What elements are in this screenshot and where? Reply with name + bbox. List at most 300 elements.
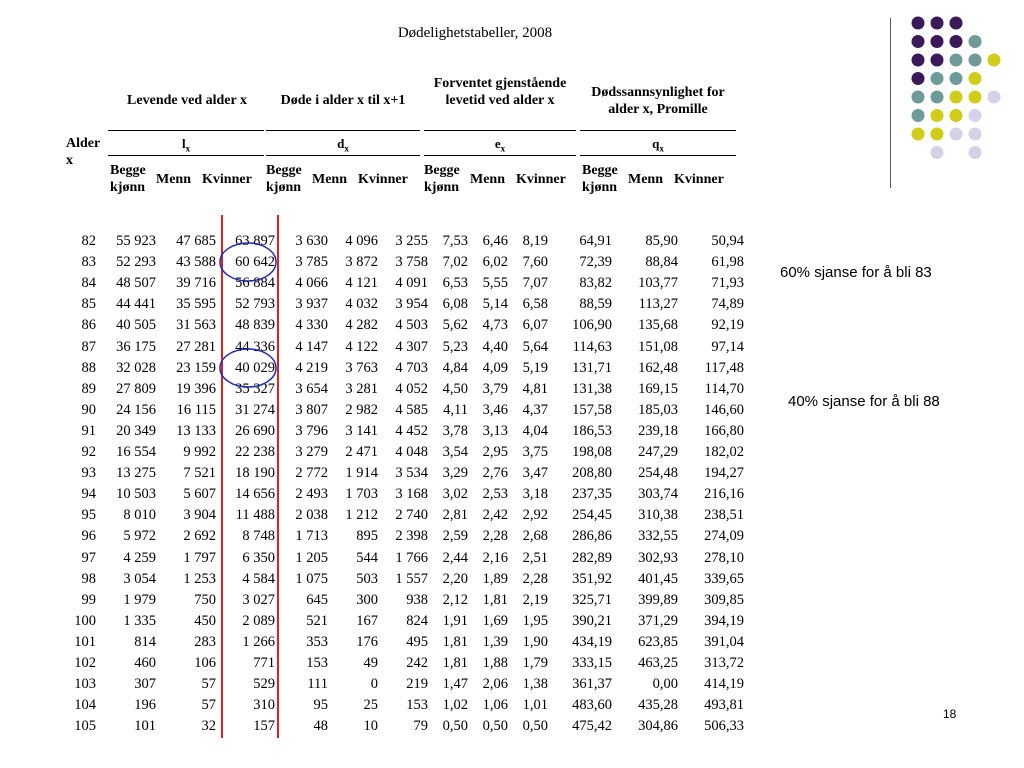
cell-dx-menn: 4 121 [345, 275, 378, 292]
decor-dot [988, 91, 1001, 104]
cell-ex-menn: 2,53 [482, 486, 508, 503]
cell-dx-menn: 895 [356, 528, 378, 545]
cell-lx-begge: 307 [134, 676, 156, 693]
cell-lx-kvinner: 56 884 [235, 275, 275, 292]
cell-lx-menn: 43 588 [176, 254, 216, 271]
cell-qx-kvinner: 309,85 [704, 591, 744, 608]
decor-dot [950, 17, 963, 30]
cell-dx-menn: 1 703 [345, 486, 378, 503]
cell-qx-menn: 0,00 [652, 676, 678, 693]
decor-dot [950, 109, 963, 122]
cell-dx-kvinner: 1 557 [395, 570, 428, 587]
cell-ex-begge: 3,54 [442, 444, 468, 460]
cell-qx-kvinner: 92,19 [711, 317, 744, 334]
cell-dx-begge: 3 654 [295, 380, 328, 397]
cell-ex-begge: 1,47 [442, 676, 468, 693]
cell-alder: 82 [81, 233, 96, 249]
cell-lx-menn: 450 [194, 612, 216, 629]
cell-ex-begge: 2,12 [442, 591, 468, 608]
cell-qx-menn: 310,38 [638, 507, 678, 524]
cell-ex-begge: 5,23 [442, 338, 468, 355]
cell-alder: 88 [81, 359, 96, 376]
cell-ex-begge: 7,53 [442, 233, 468, 249]
cell-ex-kvinner: 4,81 [522, 380, 548, 397]
cell-dx-menn: 4 096 [345, 233, 378, 249]
cell-dx-begge: 2 038 [295, 507, 328, 524]
cell-qx-kvinner: 146,60 [704, 401, 744, 418]
cell-ex-menn: 1,81 [482, 591, 508, 608]
cell-lx-begge: 13 275 [116, 465, 156, 482]
cell-dx-menn: 3 872 [345, 254, 378, 271]
cell-dx-menn: 4 032 [345, 296, 378, 313]
cell-lx-menn: 57 [201, 676, 216, 693]
cell-qx-begge: 434,19 [572, 633, 612, 650]
decor-dot [912, 72, 925, 85]
cell-ex-begge: 4,50 [442, 380, 468, 397]
cell-qx-begge: 286,86 [572, 528, 612, 545]
cell-dx-kvinner: 3 954 [395, 296, 428, 313]
cell-ex-kvinner: 0,50 [522, 718, 548, 735]
decor-dot [969, 72, 982, 85]
cell-ex-begge: 6,53 [442, 275, 468, 292]
cell-qx-kvinner: 278,10 [704, 549, 744, 566]
cell-lx-menn: 106 [194, 655, 216, 671]
cell-lx-menn: 27 281 [176, 338, 216, 355]
decor-dot [931, 17, 944, 30]
cell-qx-begge: 282,89 [572, 549, 612, 566]
cell-dx-kvinner: 3 255 [395, 233, 428, 249]
header-kjonn-line2: kjønn [110, 180, 146, 195]
cell-ex-menn: 2,28 [482, 528, 508, 545]
decor-dot [950, 128, 963, 141]
cell-ex-kvinner: 2,28 [522, 570, 548, 587]
cell-ex-kvinner: 1,90 [522, 633, 548, 650]
cell-ex-begge: 2,20 [442, 570, 468, 587]
decorative-dot-grid [898, 14, 1018, 164]
cell-lx-menn: 2 692 [183, 528, 216, 545]
cell-qx-begge: 131,38 [572, 380, 612, 397]
cell-alder: 90 [81, 401, 96, 418]
cell-ex-kvinner: 7,60 [522, 254, 548, 271]
cell-lx-kvinner: 4 584 [242, 570, 275, 587]
cell-qx-kvinner: 117,48 [704, 359, 744, 376]
cell-dx-menn: 503 [356, 570, 378, 587]
cell-dx-kvinner: 2 740 [395, 507, 428, 524]
decor-dot [912, 17, 925, 30]
cell-qx-begge: 390,21 [572, 612, 612, 629]
cell-qx-menn: 623,85 [638, 633, 678, 650]
cell-lx-menn: 23 159 [176, 359, 216, 376]
header-menn: Menn [156, 172, 191, 187]
cell-ex-menn: 2,76 [482, 465, 508, 482]
cell-qx-begge: 325,71 [572, 591, 612, 608]
cell-ex-menn: 1,89 [482, 570, 508, 587]
cell-dx-begge: 2 772 [295, 465, 328, 482]
cell-dx-kvinner: 3 168 [395, 486, 428, 503]
cell-ex-kvinner: 4,04 [522, 422, 548, 439]
cell-lx-begge: 27 809 [116, 380, 156, 397]
cell-dx-kvinner: 4 052 [395, 380, 428, 397]
cell-lx-kvinner: 6 350 [242, 549, 275, 566]
cell-ex-begge: 3,78 [442, 422, 468, 439]
cell-ex-kvinner: 1,01 [522, 697, 548, 714]
cell-dx-kvinner: 2 398 [395, 528, 428, 545]
cell-qx-kvinner: 182,02 [704, 444, 744, 460]
cell-dx-kvinner: 4 091 [395, 275, 428, 292]
cell-lx-begge: 8 010 [123, 507, 156, 524]
decor-dot [988, 54, 1001, 67]
cell-dx-begge: 111 [307, 676, 328, 693]
cell-ex-begge: 7,02 [442, 254, 468, 271]
decor-dot [969, 91, 982, 104]
cell-alder: 96 [81, 528, 96, 545]
header-menn: Menn [312, 172, 347, 187]
cell-lx-begge: 814 [134, 633, 156, 650]
cell-dx-kvinner: 824 [406, 612, 428, 629]
cell-dx-begge: 2 493 [295, 486, 328, 503]
cell-ex-kvinner: 2,19 [522, 591, 548, 608]
cell-lx-begge: 16 554 [116, 444, 156, 460]
cell-lx-begge: 460 [134, 655, 156, 671]
cell-lx-menn: 32 [201, 718, 216, 735]
cell-ex-menn: 1,39 [482, 633, 508, 650]
cell-dx-kvinner: 4 307 [395, 338, 428, 355]
cell-qx-kvinner: 238,51 [704, 507, 744, 524]
cell-dx-menn: 49 [363, 655, 378, 671]
cell-dx-kvinner: 4 452 [395, 422, 428, 439]
decor-dot [969, 109, 982, 122]
cell-ex-begge: 1,91 [442, 612, 468, 629]
cell-ex-kvinner: 1,79 [522, 655, 548, 671]
cell-qx-begge: 83,82 [579, 275, 612, 292]
cell-ex-kvinner: 3,18 [522, 486, 548, 503]
cell-ex-kvinner: 4,37 [522, 401, 548, 418]
cell-alder: 89 [81, 380, 96, 397]
decor-dot [931, 146, 944, 159]
cell-alder: 103 [74, 676, 96, 693]
symbol-dx: $d_x$ [337, 136, 349, 154]
cell-qx-begge: 351,92 [572, 570, 612, 587]
cell-qx-menn: 88,84 [645, 254, 678, 271]
cell-dx-kvinner: 79 [413, 718, 428, 735]
cell-ex-menn: 1,69 [482, 612, 508, 629]
cell-ex-menn: 4,40 [482, 338, 508, 355]
decor-dot [912, 35, 925, 48]
cell-dx-kvinner: 4 585 [395, 401, 428, 418]
cell-ex-kvinner: 5,19 [522, 359, 548, 376]
cell-qx-begge: 106,90 [572, 317, 612, 334]
cell-ex-kvinner: 7,07 [522, 275, 548, 292]
cell-ex-begge: 1,02 [442, 697, 468, 714]
cell-ex-kvinner: 1,38 [522, 676, 548, 693]
header-lx: Levende ved alder x [127, 93, 247, 108]
cell-lx-kvinner: 157 [253, 718, 275, 735]
cell-ex-begge: 3,02 [442, 486, 468, 503]
cell-dx-begge: 4 219 [295, 359, 328, 376]
header-menn: Menn [470, 172, 505, 187]
cell-alder: 84 [81, 275, 96, 292]
cell-dx-begge: 48 [313, 718, 328, 735]
symbol-ex: $e_x$ [494, 136, 506, 154]
header-qx: Dødssannsynlighet for alder x, Promille [591, 85, 725, 117]
cell-lx-menn: 750 [194, 591, 216, 608]
cell-ex-kvinner: 2,92 [522, 507, 548, 524]
cell-lx-kvinner: 35 327 [235, 380, 275, 397]
header-begge-line1: Begge [110, 163, 146, 178]
cell-qx-kvinner: 506,33 [704, 718, 744, 735]
cell-alder: 86 [81, 317, 96, 334]
cell-dx-menn: 25 [363, 697, 378, 714]
cell-lx-menn: 35 595 [176, 296, 216, 313]
cell-qx-menn: 371,29 [638, 612, 678, 629]
cell-dx-begge: 4 330 [295, 317, 328, 334]
cell-ex-menn: 3,13 [482, 422, 508, 439]
cell-dx-menn: 10 [363, 718, 378, 735]
cell-alder: 91 [81, 422, 96, 439]
cell-lx-kvinner: 11 488 [235, 507, 275, 524]
cell-qx-begge: 131,71 [572, 359, 612, 376]
decor-dot [950, 72, 963, 85]
cell-ex-menn: 2,95 [482, 444, 508, 460]
cell-alder: 93 [81, 465, 96, 482]
cell-lx-kvinner: 26 690 [235, 422, 275, 439]
cell-ex-menn: 2,16 [482, 549, 508, 566]
cell-qx-menn: 185,03 [638, 401, 678, 418]
cell-lx-kvinner: 22 238 [235, 444, 275, 460]
cell-dx-kvinner: 4 703 [395, 359, 428, 376]
cell-ex-menn: 1,06 [482, 697, 508, 714]
cell-qx-menn: 463,25 [638, 655, 678, 671]
cell-lx-kvinner: 310 [253, 697, 275, 714]
cell-lx-kvinner: 771 [253, 655, 275, 671]
cell-qx-begge: 483,60 [572, 697, 612, 714]
decor-dot [931, 91, 944, 104]
cell-qx-begge: 72,39 [579, 254, 612, 271]
cell-qx-begge: 475,42 [572, 718, 612, 735]
cell-qx-kvinner: 194,27 [704, 465, 744, 482]
cell-ex-begge: 4,11 [443, 401, 468, 418]
cell-lx-kvinner: 60 642 [235, 254, 275, 271]
cell-qx-kvinner: 339,65 [704, 570, 744, 587]
decor-dot [912, 54, 925, 67]
cell-dx-begge: 3 785 [295, 254, 328, 271]
decor-dot [969, 54, 982, 67]
cell-qx-menn: 303,74 [638, 486, 678, 503]
cell-qx-menn: 151,08 [638, 338, 678, 355]
cell-ex-kvinner: 6,07 [522, 317, 548, 334]
cell-ex-menn: 2,42 [482, 507, 508, 524]
cell-qx-begge: 333,15 [572, 655, 612, 671]
cell-dx-begge: 153 [306, 655, 328, 671]
cell-dx-menn: 167 [356, 612, 378, 629]
cell-lx-menn: 57 [201, 697, 216, 714]
decor-dot [931, 35, 944, 48]
cell-ex-begge: 0,50 [442, 718, 468, 735]
symbol-qx: $q_x$ [652, 136, 664, 154]
cell-qx-begge: 157,58 [572, 401, 612, 418]
cell-ex-begge: 2,81 [442, 507, 468, 524]
cell-lx-menn: 19 396 [176, 380, 216, 397]
circle-88-kvinner [220, 349, 276, 387]
cell-ex-menn: 1,88 [482, 655, 508, 671]
cell-lx-menn: 1 253 [183, 570, 216, 587]
decor-dot [912, 128, 925, 141]
cell-qx-begge: 186,53 [572, 422, 612, 439]
cell-dx-menn: 4 122 [345, 338, 378, 355]
decor-dot [931, 72, 944, 85]
table-title: Dødelighetstabeller, 2008 [397, 25, 553, 41]
cell-ex-begge: 1,81 [442, 655, 468, 671]
decor-dot [950, 91, 963, 104]
cell-alder: 99 [81, 591, 96, 608]
cell-lx-kvinner: 14 656 [235, 486, 275, 503]
cell-dx-kvinner: 1 766 [395, 549, 428, 566]
cell-qx-menn: 435,28 [638, 697, 678, 714]
cell-qx-begge: 64,91 [579, 233, 612, 249]
cell-lx-kvinner: 8 748 [242, 528, 275, 545]
cell-alder: 95 [81, 507, 96, 524]
cell-ex-kvinner: 3,75 [522, 444, 548, 460]
cell-alder: 100 [74, 612, 96, 629]
cell-dx-menn: 4 282 [345, 317, 378, 334]
header-ex: Forventet gjenstående levetid ved alder x [433, 76, 567, 108]
cell-qx-kvinner: 74,89 [711, 296, 744, 313]
cell-qx-menn: 254,48 [638, 465, 678, 482]
cell-dx-menn: 3 281 [345, 380, 378, 397]
note-88: 40% sjanse for å bli 88 [788, 393, 940, 410]
cell-qx-menn: 332,55 [638, 528, 678, 545]
cell-lx-kvinner: 52 793 [235, 296, 275, 313]
decor-dot [950, 54, 963, 67]
cell-lx-begge: 101 [134, 718, 156, 735]
header-kjonn-line2: kjønn [582, 180, 618, 195]
cell-dx-kvinner: 4 503 [395, 317, 428, 334]
decor-dot [969, 128, 982, 141]
cell-lx-kvinner: 31 274 [235, 401, 275, 418]
cell-dx-begge: 3 279 [295, 444, 328, 460]
cell-dx-menn: 1 212 [345, 507, 378, 524]
cell-qx-kvinner: 394,19 [704, 612, 744, 629]
cell-qx-begge: 198,08 [572, 444, 612, 460]
cell-lx-menn: 3 904 [183, 507, 216, 524]
header-begge-line1: Begge [424, 163, 460, 178]
header-begge-line1: Begge [582, 163, 618, 178]
cell-lx-kvinner: 40 029 [235, 359, 275, 376]
cell-alder: 105 [74, 718, 96, 735]
cell-ex-begge: 6,08 [442, 296, 468, 313]
cell-lx-begge: 32 028 [116, 359, 156, 376]
cell-dx-begge: 1 075 [295, 570, 328, 587]
cell-ex-menn: 5,14 [482, 296, 508, 313]
cell-lx-kvinner: 44 336 [235, 338, 275, 355]
cell-qx-begge: 208,80 [572, 465, 612, 482]
cell-dx-begge: 1 205 [295, 549, 328, 566]
cell-dx-kvinner: 242 [406, 655, 428, 671]
cell-qx-begge: 88,59 [579, 296, 612, 313]
cell-qx-kvinner: 166,80 [704, 422, 744, 439]
cell-dx-begge: 3 796 [295, 422, 328, 439]
header-kvinner: Kvinner [516, 172, 566, 187]
header-kvinner: Kvinner [674, 172, 724, 187]
cell-dx-kvinner: 219 [406, 676, 428, 693]
cell-dx-begge: 3 937 [295, 296, 328, 313]
cell-dx-menn: 1 914 [345, 465, 378, 482]
page-number: 18 [943, 707, 957, 721]
cell-dx-kvinner: 495 [406, 633, 428, 650]
cell-lx-begge: 3 054 [123, 570, 156, 587]
cell-qx-menn: 239,18 [638, 422, 678, 439]
cell-lx-kvinner: 18 190 [235, 465, 275, 482]
cell-dx-menn: 2 982 [345, 401, 378, 418]
alder-label-line1: Alder [66, 136, 101, 151]
cell-ex-begge: 4,84 [442, 359, 468, 376]
cell-qx-kvinner: 61,98 [711, 254, 744, 271]
cell-qx-kvinner: 114,70 [704, 380, 744, 397]
cell-qx-kvinner: 216,16 [704, 486, 744, 503]
cell-qx-menn: 302,93 [638, 549, 678, 566]
cell-lx-menn: 1 797 [183, 549, 216, 566]
cell-qx-kvinner: 97,14 [711, 338, 744, 355]
cell-lx-kvinner: 1 266 [242, 633, 275, 650]
cell-qx-kvinner: 313,72 [704, 655, 744, 671]
cell-dx-kvinner: 938 [406, 591, 428, 608]
cell-ex-begge: 1,81 [442, 633, 468, 650]
cell-lx-menn: 16 115 [176, 401, 216, 418]
decor-dot [950, 35, 963, 48]
cell-qx-kvinner: 493,81 [704, 697, 744, 714]
decor-vertical-line [890, 18, 891, 188]
cell-ex-kvinner: 8,19 [522, 233, 548, 249]
cell-lx-menn: 283 [194, 633, 216, 650]
cell-ex-kvinner: 2,51 [522, 549, 548, 566]
header-menn: Menn [628, 172, 663, 187]
cell-alder: 94 [81, 486, 96, 503]
cell-dx-menn: 544 [356, 549, 378, 566]
decor-dot [931, 109, 944, 122]
cell-qx-menn: 162,48 [638, 359, 678, 376]
cell-dx-begge: 3 630 [295, 233, 328, 249]
cell-dx-begge: 645 [306, 591, 328, 608]
cell-lx-begge: 52 293 [116, 254, 156, 271]
cell-lx-menn: 39 716 [176, 275, 216, 292]
circle-83-kvinner [220, 243, 276, 281]
decor-dot [931, 54, 944, 67]
cell-alder: 101 [74, 633, 96, 650]
cell-lx-begge: 55 923 [116, 233, 156, 249]
cell-qx-begge: 361,37 [572, 676, 612, 693]
cell-lx-kvinner: 529 [253, 676, 275, 693]
decor-dot [969, 35, 982, 48]
cell-qx-menn: 135,68 [638, 317, 678, 334]
cell-qx-menn: 113,27 [638, 296, 678, 313]
cell-lx-begge: 196 [134, 697, 156, 714]
cell-dx-menn: 176 [356, 633, 378, 650]
cell-dx-begge: 4 066 [295, 275, 328, 292]
cell-ex-menn: 0,50 [482, 718, 508, 735]
cell-alder: 98 [81, 570, 96, 587]
cell-ex-menn: 2,06 [482, 676, 508, 693]
header-kvinner: Kvinner [202, 172, 252, 187]
header-dx: Døde i alder x til x+1 [280, 93, 406, 108]
decor-dot [912, 109, 925, 122]
cell-lx-menn: 9 992 [183, 444, 216, 460]
cell-dx-menn: 2 471 [345, 444, 378, 460]
note-83: 60% sjanse for å bli 83 [780, 264, 932, 281]
cell-ex-begge: 2,59 [442, 528, 468, 545]
cell-qx-kvinner: 414,19 [704, 676, 744, 693]
cell-lx-begge: 1 335 [123, 612, 156, 629]
cell-ex-menn: 3,46 [482, 401, 508, 418]
